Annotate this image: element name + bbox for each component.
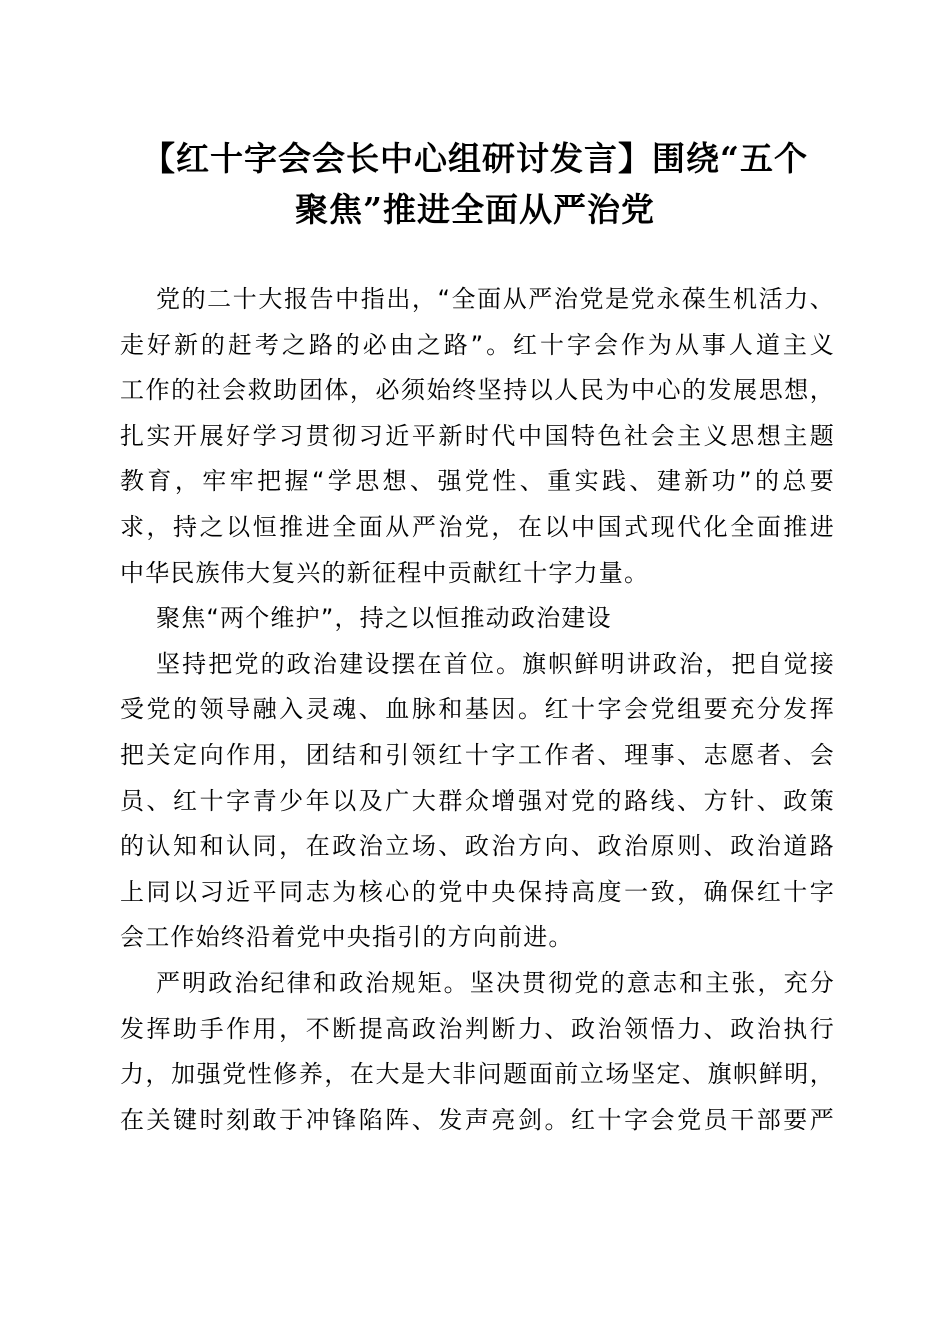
text-line: 求，持之以恒推进全面从严治党，在以中国式现代化全面推进 — [120, 512, 835, 541]
text-line: 会工作始终沿着党中央指引的方向前进。 — [120, 923, 574, 952]
text-line: 在关键时刻敢于冲锋陷阵、发声亮剑。红十字会党员干部要严 — [120, 1105, 835, 1134]
text-line: 的认知和认同，在政治立场、政治方向、政治原则、政治道路 — [120, 832, 835, 861]
text-line: 员、红十字青少年以及广大群众增强对党的路线、方针、政策 — [120, 786, 835, 815]
title-line: 聚焦”推进全面从严治党 — [295, 190, 655, 229]
text-line: 坚持把党的政治建设摆在首位。旗帜鲜明讲政治，把自觉接 — [156, 649, 835, 678]
text-line: 教育，牢牢把握“学思想、强党性、重实践、建新功”的总要 — [120, 467, 835, 496]
text-line: 走好新的赶考之路的必由之路”。红十字会作为从事人道主义 — [120, 330, 835, 359]
paragraph — [120, 277, 835, 596]
paragraph — [120, 961, 835, 1143]
text-line: 发挥助手作用，不断提高政治判断力、政治领悟力、政治执行 — [120, 1014, 835, 1043]
text-line: 聚焦“两个维护”，持之以恒推动政治建设 — [156, 604, 612, 633]
text-line: 工作的社会救助团体，必须始终坚持以人民为中心的发展思想， — [120, 376, 835, 405]
paragraph — [120, 642, 835, 961]
title-line: 【红十字会会长中心组研讨发言】围绕“五个 — [142, 139, 808, 178]
text-line: 严明政治纪律和政治规矩。坚决贯彻党的意志和主张，充分 — [156, 968, 835, 997]
text-line: 力，加强党性修养，在大是大非问题面前立场坚定、旗帜鲜明， — [120, 1060, 835, 1089]
text-line: 把关定向作用，团结和引领红十字工作者、理事、志愿者、会 — [120, 740, 835, 769]
section-heading — [120, 596, 835, 642]
text-line: 党的二十大报告中指出，“全面从严治党是党永葆生机活力、 — [156, 285, 835, 313]
text-line: 上同以习近平同志为核心的党中央保持高度一致，确保红十字 — [120, 877, 835, 906]
text-line: 中华民族伟大复兴的新征程中贡献红十字力量。 — [120, 558, 650, 587]
text-line: 扎实开展好学习贯彻习近平新时代中国特色社会主义思想主题 — [120, 421, 835, 450]
document-title — [100, 133, 850, 235]
document-body — [120, 277, 835, 1143]
text-line: 受党的领导融入灵魂、血脉和基因。红十字会党组要充分发挥 — [120, 695, 835, 724]
